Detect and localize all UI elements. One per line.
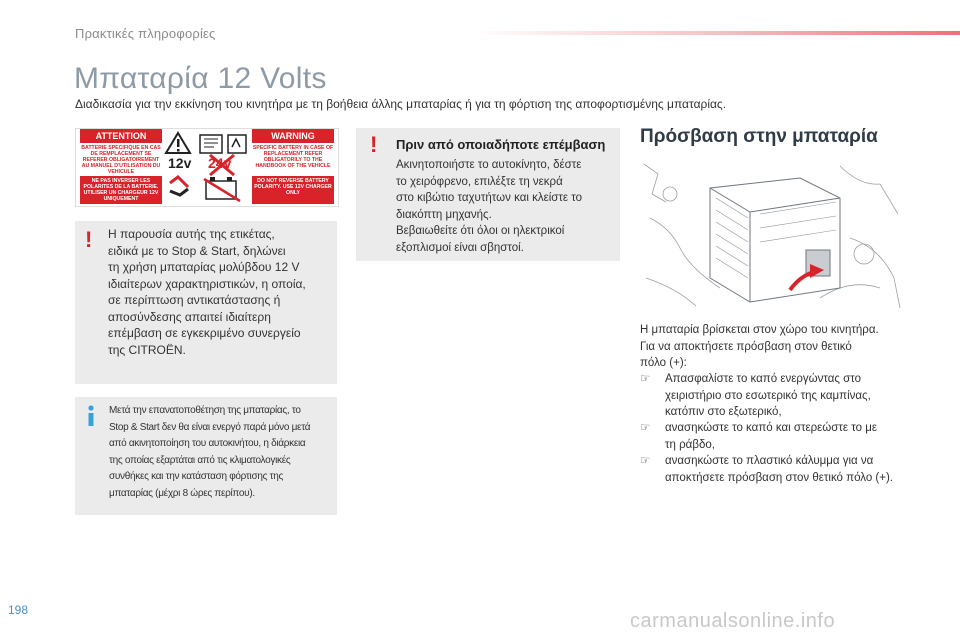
before-intervention-panel [356,128,620,261]
info-panel [75,397,337,515]
access-intro-line: Η μπαταρία βρίσκεται στον χώρο του κινητήρα. [640,324,879,336]
label-en-top-text: SPECIFIC BATTERY IN CASE OF REPLACEMENT REFER OBLIGATORILY TO THE HANDBOOK OF THE VEHICLE [252,145,334,169]
access-step-line: ανασηκώστε το καπό και στερεώστε το με [665,422,877,434]
pointing-hand-icon: ☞ [640,422,651,434]
access-intro [640,322,940,372]
warning-text-line: Η παρουσία αυτής της ετικέτας, [108,227,275,241]
page-title: Μπαταρία 12 Volts [74,62,327,95]
label-12v-text: 12v [168,155,192,171]
section-header: Πρακτικές πληροφορίες [75,26,216,41]
watermark: carmanualsonline.info [630,610,836,632]
access-step-line: ανασηκώστε το πλαστικό κάλυμμα για να [665,455,874,467]
before-text-line: το χειρόφρενο, επιλέξτε τη νεκρά [396,175,563,188]
warning-exclamation-icon: ! [85,227,93,252]
label-attention-heading: ATTENTION [80,129,162,143]
header-decoration-bar [470,31,960,35]
battery-warning-label-image [75,128,339,207]
before-text-line: Ακινητοποιήστε το αυτοκίνητο, δέστε [396,159,582,171]
label-24v-text: 24v [208,155,232,171]
warning-text-line: αποσύνδεσης απαιτεί ιδιαίτερη [108,309,271,324]
info-text-line: Stop & Start δεν θα είναι ενεργό παρά μόνο μετά [109,421,311,433]
access-step-line: κατόπιν στο εξωτερικό, [665,406,782,418]
before-panel-heading: Πριν από οποιαδήποτε επέμβαση [396,137,606,152]
pointing-hand-icon: ☞ [640,455,651,467]
access-step [640,453,930,487]
warning-panel-text [108,226,333,358]
warning-text-line: ειδικά με το Stop & Start, δηλώνει [108,243,286,258]
warning-text-line: τη χρήση μπαταρίας μολύβδου 12 V [108,260,300,274]
warning-panel [75,221,337,384]
page-number: 198 [8,603,29,617]
label-fr-bottom-text: NE PAS INVERSER LES POLARITES DE LA BATTERIE. UTILISER UN CHARGEUR 12V UNIQUEMENT [83,178,159,202]
info-text-line: Μετά την επανατοποθέτηση της μπαταρίας, το [109,405,301,416]
before-exclamation-icon: ! [370,132,378,157]
access-step-line: αποκτήσετε πρόσβαση στον θετικό πόλο (+). [665,471,894,484]
label-en-bottom-text: DO NOT REVERSE BATTERY POLARITY. USE 12V CHARGER ONLY [254,178,332,196]
access-intro-line: πόλο (+): [640,357,687,369]
warning-text-line: σε περίπτωση αντικατάστασης ή [108,293,281,307]
info-text-line: από ακινητοποίηση του αυτοκινήτου, η διάρκεια [109,438,306,449]
before-text-line: Βεβαιωθείτε ότι όλοι οι ηλεκτρικοί [396,225,565,237]
page-subtitle: Διαδικασία για την εκκίνηση του κινητήρα με τη βοήθεια άλλης μπαταρίας ή για τη φόρτιση της αποφορτισμένης μπαταρίας. [75,97,727,111]
label-fr-top-text: BATTERIE SPECIFIQUE EN CAS DE REMPLACEMENT SE REFERER OBLIGATOIREMENT AU MANUEL D'UTILISATION DU VEHICULE [81,145,161,175]
warning-text-line: επέμβαση σε εγκεκριμένο συνεργείο [108,326,301,340]
access-intro-line: Για να αποκτήσετε πρόσβαση στον θετικό [640,340,852,353]
info-text-line: συνθήκες και την κατάσταση φόρτισης της [109,471,284,482]
info-text-line: της οποίας εξαρτάται από τις κλιματολογικές [109,454,291,466]
before-text-line: εξοπλισμοί είναι σβηστοί. [396,241,524,254]
access-heading: Πρόσβαση στην μπαταρία [640,126,878,147]
access-step-line: χειριστήριο στο εσωτερικό της καμπίνας, [665,389,871,402]
warning-text-line: ιδιαίτερων χαρακτηριστικών, η οποία, [108,276,306,291]
access-step-line: Απασφαλίστε το καπό ενεργώντας στο [665,373,861,385]
pointing-hand-icon: ☞ [640,373,651,385]
access-step-line: τη ράβδο, [665,438,715,451]
info-text-line: μπαταρίας (μέχρι 8 ώρες περίπου). [109,487,255,499]
access-step [640,371,930,421]
label-warning-heading: WARNING [252,129,334,143]
info-icon [85,405,97,432]
before-panel-text [396,157,616,256]
before-text-line: διακόπτη μηχανής. [396,208,492,221]
info-panel-text [109,403,334,502]
warning-text-line: της CITROËN. [108,342,186,357]
access-step [640,420,930,454]
engine-compartment-illustration [640,158,902,316]
before-text-line: στο κιβώτιο ταχυτήτων και κλείστε το [396,192,583,204]
